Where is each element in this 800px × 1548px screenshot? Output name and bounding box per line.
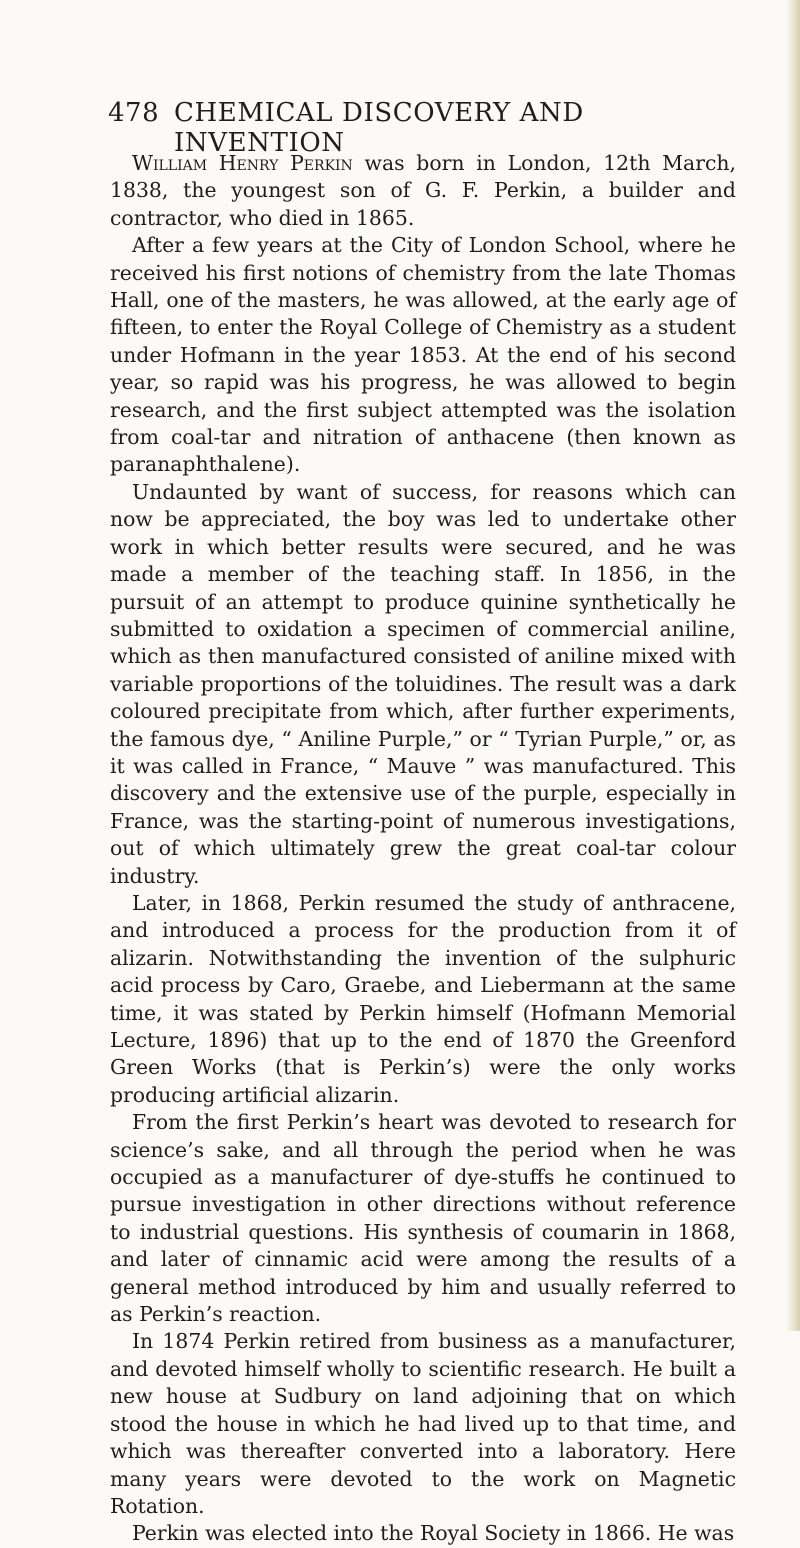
body-text [110, 150, 736, 1548]
paragraph-2: After a few years at the City of London School, where he received his first notions of chemistry from the late Thomas Hall, one of the masters, he was allowed, at the early age of fifteen, to enter the Royal College of Chemistry as a student under Hofmann in the year 1853. At the end of his second year, so rapid was his progress, he was allowed to begin research, and the first subject attempted was the isolation from coal-tar and nitration of anthacene (then known as paranaphthalene). [110, 233, 736, 477]
paragraph-1-text: was born in London, 12th March, 1838, the youngest son of G. F. Perkin, a builder and contractor, who died in 1865. [110, 151, 736, 230]
paragraph-3: Undaunted by want of success, for reasons which can now be appreciated, the boy was led to undertake other work in which better results were secured, and he was made a member of the teaching staff. In 1856, in the pursuit of an attempt to produce quinine synthetically he submitted to oxidation a specimen of commercial aniline, which as then manufactured consisted of aniline mixed with variable proportions of the toluidines. The result was a dark coloured precipitate from which, after further experiments, the famous dye, “ Aniline Purple,” or “ Tyrian Purple,” or, as it was called in France, “ Mauve ” was manufactured. This discovery and the extensive use of the purple, especially in France, was the starting-point of numerous investigations, out of which ultimately grew the great coal-tar colour industry. [110, 479, 736, 888]
page-edge-shadow [786, 0, 800, 1331]
subject-name: William Henry Perkin [132, 151, 353, 175]
paragraph-6: In 1874 Perkin retired from business as a manufacturer, and devoted himself wholly to scientific research. He built a new house at Sudbury on land adjoining that on which stood the house in which he had lived up to that time, and which was thereafter converted into a laboratory. Here many years were devoted to the work on Magnetic Rotation. [110, 1329, 736, 1518]
paragraph-4: Later, in 1868, Perkin resumed the study of anthracene, and introduced a process for the production from it of alizarin. Notwithstanding the invention of the sulphuric acid process by Caro, Graebe, and Liebermann at the same time, it was stated by Perkin himself (Hofmann Memorial Lecture, 1896) that up to the end of 1870 the Greenford Green Works (that is Perkin’s) were the only works producing artificial alizarin. [110, 890, 736, 1107]
page-number: 478 [108, 98, 160, 128]
running-title: CHEMICAL DISCOVERY AND INVENTION [174, 98, 584, 158]
paragraph-7: Perkin was elected into the Royal Society in 1866. He was [132, 1521, 735, 1546]
paragraph-1 [110, 150, 736, 232]
paragraph-5: From the first Perkin’s heart was devoted to research for science’s sake, and all through the period when he was occupied as a manufacturer of dye-stuffs he continued to pursue investigation in other directions without reference to industrial questions. His synthesis of coumarin in 1868, and later of cinnamic acid were among the results of a general method introduced by him and usually referred to as Perkin’s reaction. [110, 1110, 736, 1327]
page-header [108, 98, 708, 158]
